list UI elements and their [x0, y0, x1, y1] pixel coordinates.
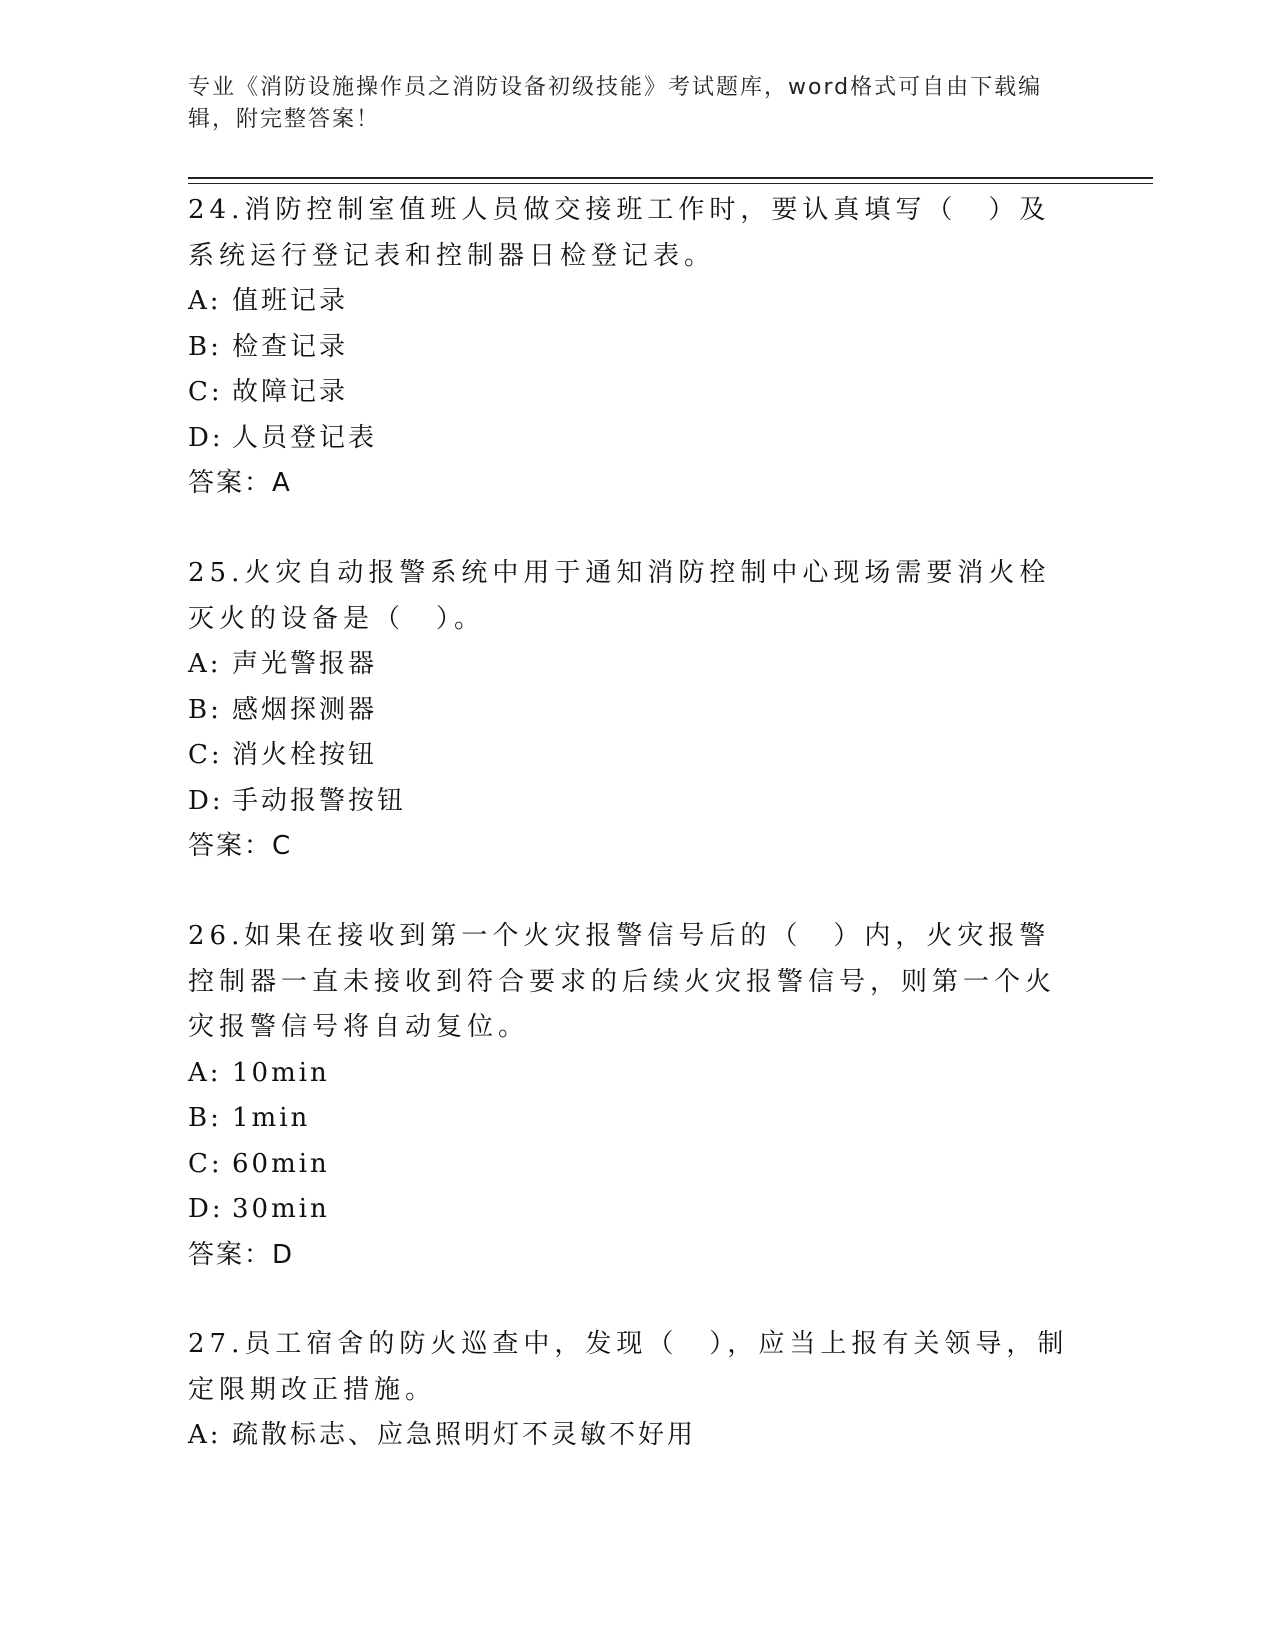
- option-text: 检查记录: [232, 331, 349, 362]
- option-tag: D:: [188, 785, 224, 816]
- question-27: [188, 1322, 1078, 1459]
- option-text: 人员登记表: [232, 422, 378, 453]
- option-text: 60min: [232, 1148, 330, 1179]
- option-tag: C:: [188, 377, 223, 407]
- option-d: [188, 779, 1078, 825]
- option-d: [188, 1187, 1078, 1233]
- option-a: [188, 642, 1078, 688]
- option-a: [188, 279, 1078, 325]
- answer-line: 答案：A: [188, 468, 292, 498]
- question-stem: 26.如果在接收到第一个火灾报警信号后的（ ）内，火灾报警控制器一直未接收到符合要求的后续火灾报警信号，则第一个火灾报警信号将自动复位。: [188, 921, 1057, 1042]
- option-tag: A:: [188, 649, 222, 679]
- option-text: 手动报警按钮: [232, 785, 407, 816]
- question-24: [188, 188, 1078, 507]
- option-b: [188, 1096, 1078, 1142]
- question-stem: 27.员工宿舍的防火巡查中，发现（ ），应当上报有关领导，制定限期改正措施。: [188, 1329, 1069, 1405]
- option-tag: A:: [188, 286, 222, 316]
- answer-line: 答案：C: [188, 831, 293, 861]
- option-tag: A:: [188, 1057, 222, 1088]
- option-d: [188, 416, 1078, 462]
- option-tag: B:: [188, 1103, 222, 1133]
- option-b: [188, 688, 1078, 734]
- question-stem: 24.消防控制室值班人员做交接班工作时，要认真填写（ ）及系统运行登记表和控制器日检登记表。: [188, 195, 1051, 271]
- option-text: 1min: [232, 1103, 311, 1133]
- question-25: [188, 551, 1078, 870]
- document-header: 专业《消防设施操作员之消防设备初级技能》考试题库，word格式可自由下载编辑，附完整答案！: [188, 75, 1043, 132]
- option-tag: C:: [188, 1148, 223, 1179]
- option-tag: B:: [188, 694, 222, 725]
- option-tag: B:: [188, 331, 222, 362]
- option-tag: D:: [188, 1194, 224, 1224]
- option-text: 消火栓按钮: [232, 740, 378, 770]
- option-b: [188, 325, 1078, 371]
- option-text: 30min: [232, 1194, 330, 1224]
- option-text: 声光警报器: [232, 649, 378, 679]
- header-divider-thick: [188, 177, 1153, 179]
- question-26: [188, 914, 1078, 1278]
- option-c: [188, 733, 1078, 779]
- option-tag: D:: [188, 422, 224, 453]
- option-text: 故障记录: [232, 377, 349, 407]
- option-text: 值班记录: [232, 286, 349, 316]
- question-stem: 25.火灾自动报警系统中用于通知消防控制中心现场需要消火栓灭火的设备是（ ）。: [188, 558, 1051, 634]
- option-text: 疏散标志、应急照明灯不灵敏不好用: [232, 1420, 697, 1450]
- option-c: [188, 370, 1078, 416]
- header-divider-thin: [188, 183, 1153, 184]
- option-text: 感烟探测器: [232, 694, 378, 725]
- option-tag: A:: [188, 1420, 222, 1450]
- option-tag: C:: [188, 740, 223, 770]
- answer-line: 答案：D: [188, 1239, 295, 1270]
- option-a: [188, 1051, 1078, 1097]
- option-a: [188, 1413, 1078, 1459]
- option-c: [188, 1142, 1078, 1188]
- option-text: 10min: [232, 1057, 330, 1088]
